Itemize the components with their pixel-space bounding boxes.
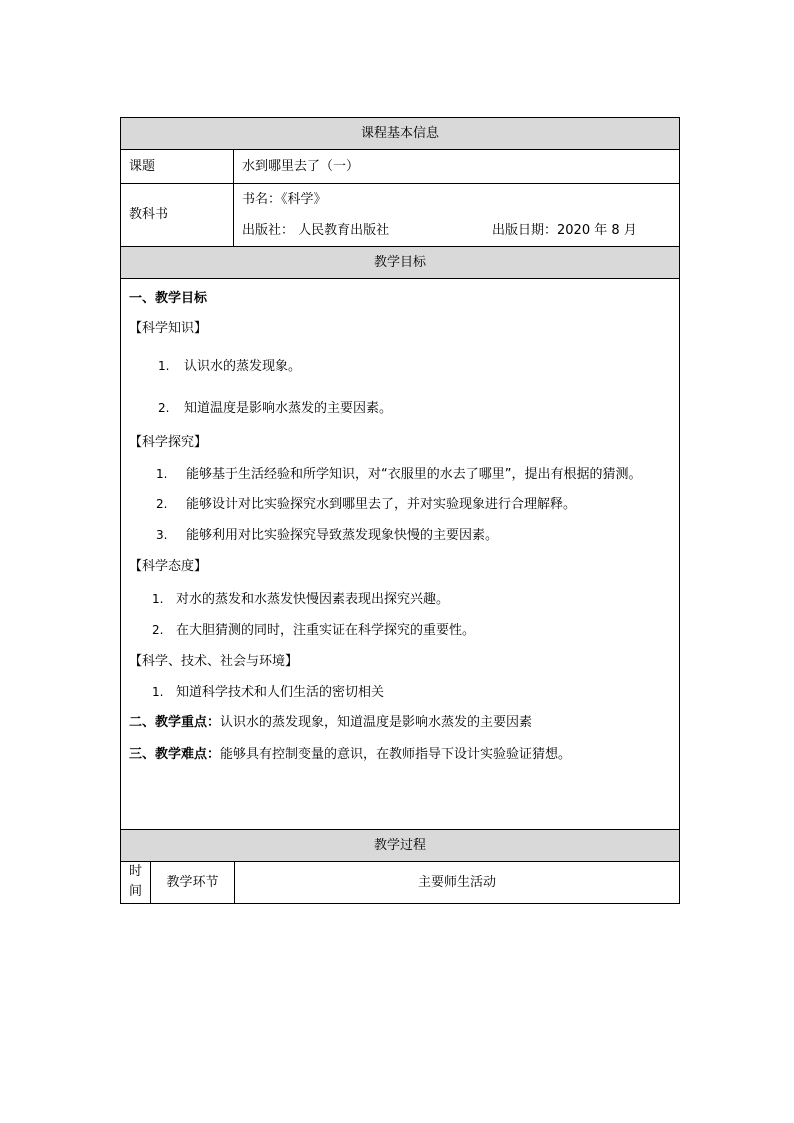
textbook-label: 教科书	[121, 184, 234, 246]
lesson-plan-table	[120, 117, 680, 904]
textbook-details	[234, 184, 679, 246]
goals-content	[121, 279, 679, 830]
col-stage: 教学环节	[151, 862, 235, 903]
publisher: 出版社： 人民教育出版社	[242, 223, 390, 238]
process-header: 教学过程	[121, 830, 679, 862]
difficult-points: 三、教学难点：能够具有控制变量的意识，在教师指导下设计实验验证猜想。	[129, 747, 572, 762]
goals-header: 教学目标	[121, 247, 679, 279]
topic-label: 课题	[121, 150, 234, 183]
textbook-row	[121, 184, 679, 247]
col-activity: 主要师生活动	[417, 875, 496, 890]
publish-date: 出版日期：2020 年 8 月	[492, 223, 637, 238]
topic-value: 水到哪里去了（一）	[242, 159, 360, 174]
inquiry-title: 【科学探究】	[129, 435, 208, 450]
book-name: 书名：《科学》	[242, 192, 327, 207]
list-item: 2. 在大胆猜测的同时，注重实证在科学探究的重要性。	[152, 623, 476, 638]
stse-title: 【科学、技术、社会与环境】	[129, 654, 299, 669]
goals-heading: 一、教学目标	[129, 291, 208, 306]
list-item: 1. 认识水的蒸发现象。	[158, 359, 302, 374]
topic-row	[121, 150, 679, 184]
col-time: 时 间	[121, 862, 151, 903]
list-item: 1. 能够基于生活经验和所学知识，对“衣服里的水去了哪里”，提出有根据的猜测。	[156, 467, 642, 482]
list-item: 2. 知道温度是影响水蒸发的主要因素。	[158, 401, 393, 416]
list-item: 1. 知道科学技术和人们生活的密切相关	[152, 685, 385, 700]
attitude-title: 【科学态度】	[129, 559, 208, 574]
basic-info-header: 课程基本信息	[121, 118, 679, 150]
knowledge-title: 【科学知识】	[129, 321, 208, 336]
process-columns	[121, 862, 679, 903]
list-item: 3. 能够利用对比实验探究导致蒸发现象快慢的主要因素。	[156, 528, 499, 543]
list-item: 2. 能够设计对比实验探究水到哪里去了，并对实验现象进行合理解释。	[156, 497, 577, 512]
key-points: 二、教学重点：认识水的蒸发现象，知道温度是影响水蒸发的主要因素	[129, 715, 533, 730]
publisher-line	[242, 215, 679, 246]
list-item: 1. 对水的蒸发和水蒸发快慢因素表现出探究兴趣。	[152, 592, 450, 607]
